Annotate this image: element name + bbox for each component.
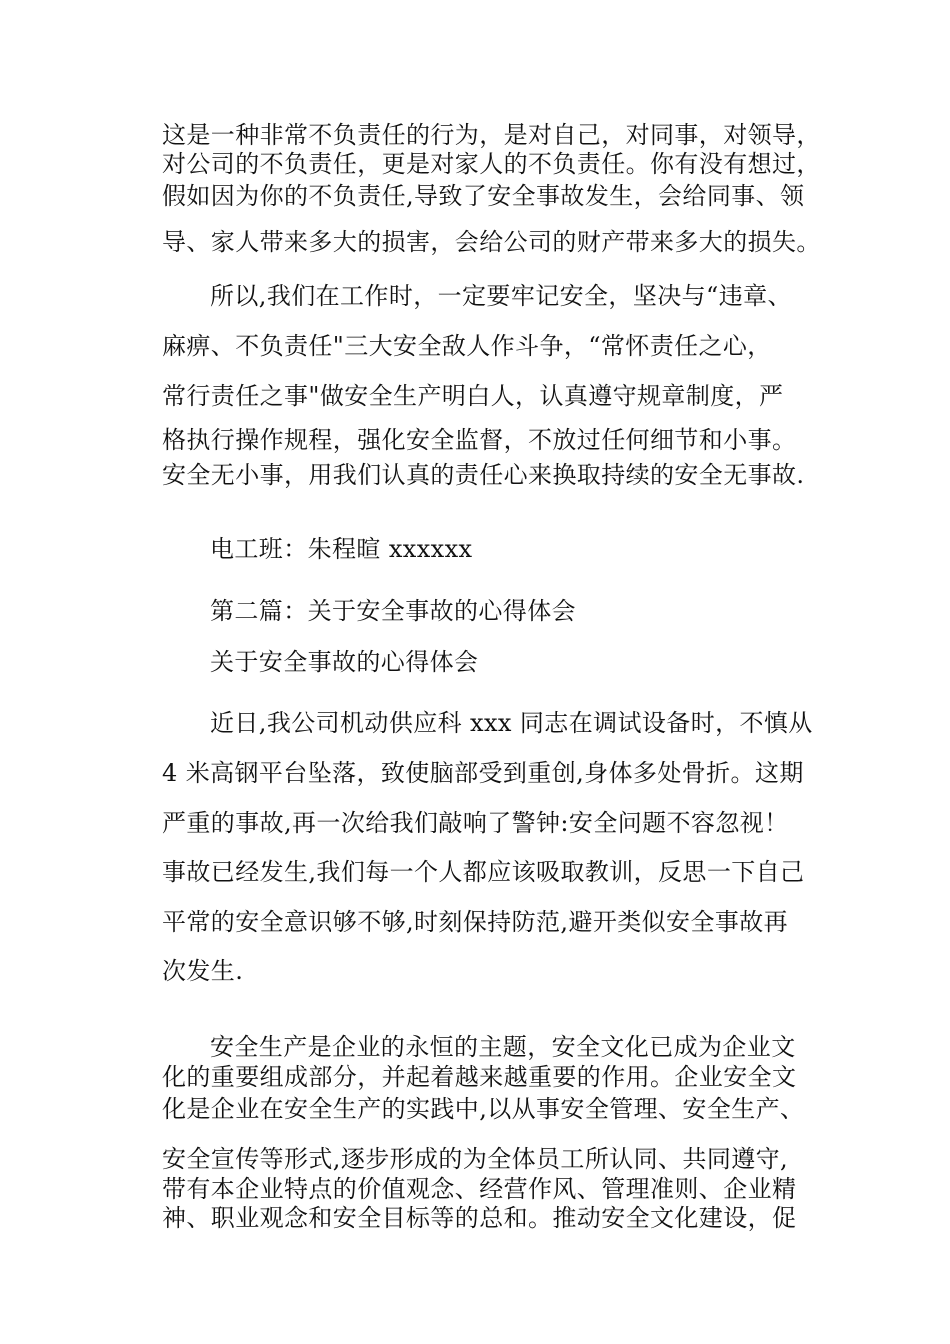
paragraph-line: 带有本企业特点的价值观念、经营作风、管理准则、企业精 bbox=[162, 1175, 797, 1203]
paragraph-line: 这是一种非常不负责任的行为，是对自己，对同事，对领导， bbox=[162, 121, 821, 149]
paragraph-line: 化的重要组成部分，并起着越来越重要的作用。企业安全文 bbox=[162, 1063, 797, 1091]
paragraph-line: 安全宣传等形式,逐步形成的为全体员工所认同、共同遵守, bbox=[162, 1145, 789, 1173]
section-heading: 第二篇：关于安全事故的心得体会 bbox=[210, 597, 576, 625]
paragraph-line: 近日,我公司机动供应科 xxx 同志在调试设备时，不慎从 bbox=[210, 709, 813, 737]
signature-line: 电工班：朱程暄 xxxxxx bbox=[210, 535, 473, 563]
paragraph-line: 平常的安全意识够不够,时刻保持防范,避开类似安全事故再 bbox=[162, 908, 789, 936]
paragraph-line: 格执行操作规程，强化安全监督，不放过任何细节和小事。 bbox=[162, 426, 797, 454]
paragraph-line: 安全无小事，用我们认真的责任心来换取持续的安全无事故. bbox=[162, 461, 805, 489]
paragraph-line: 常行责任之事"做安全生产明白人，认真遵守规章制度，严 bbox=[162, 382, 784, 410]
paragraph-line: 事故已经发生,我们每一个人都应该吸取教训，反思一下自己 bbox=[162, 858, 805, 886]
paragraph-line: 严重的事故,再一次给我们敲响了警钟:安全问题不容忽视！ bbox=[162, 809, 789, 837]
section-title: 关于安全事故的心得体会 bbox=[210, 648, 479, 676]
paragraph-line: 次发生. bbox=[162, 957, 244, 985]
paragraph-line: 4 米高钢平台坠落，致使脑部受到重创,身体多处骨折。这期 bbox=[162, 759, 804, 787]
paragraph-line: 导、家人带来多大的损害，会给公司的财产带来多大的损失。 bbox=[162, 228, 821, 256]
paragraph-line: 假如因为你的不负责任,导致了安全事故发生，会给同事、领 bbox=[162, 182, 805, 210]
paragraph-line: 化是企业在安全生产的实践中,以从事安全管理、安全生产、 bbox=[162, 1095, 805, 1123]
paragraph-line: 对公司的不负责任，更是对家人的不负责任。你有没有想过， bbox=[162, 150, 821, 178]
paragraph-line: 神、职业观念和安全目标等的总和。推动安全文化建设，促 bbox=[162, 1204, 797, 1232]
paragraph-line: 安全生产是企业的永恒的主题，安全文化已成为企业文 bbox=[210, 1033, 796, 1061]
paragraph-line: 麻痹、不负责任"三大安全敌人作斗争，“常怀责任之心， bbox=[162, 332, 772, 360]
paragraph-line: 所以,我们在工作时，一定要牢记安全，坚决与“违章、 bbox=[210, 282, 792, 310]
